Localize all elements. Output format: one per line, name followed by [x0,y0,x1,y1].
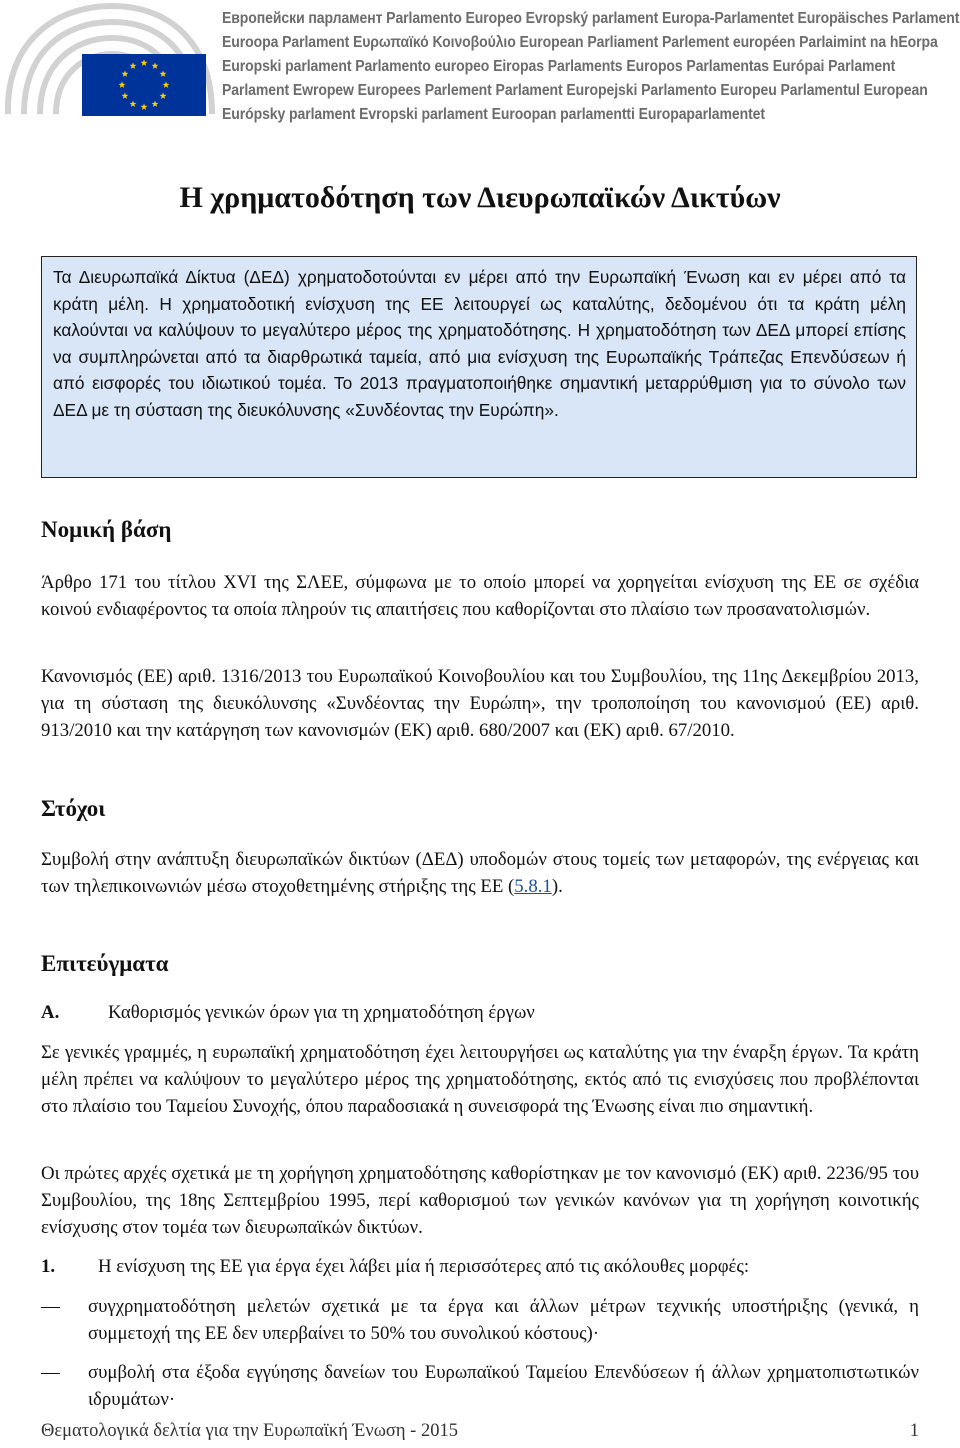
european-parliament-logo-icon [2,2,216,118]
document-title: Η χρηματοδότηση των Διευρωπαϊκών Δικτύων [179,181,781,214]
header-language-line: Европейски парламент Parlamento Europeo Evropský parlament Europa-Parlamentet Europäisches Parlament [222,10,960,27]
summary-box [41,256,917,478]
achievements-paragraph-2: Οι πρώτες αρχές σχετικά με τη χορήγηση χρηματοδότησης καθορίστηκαν με τον κανονισμό (ΕΚ) αριθ. 2236/95 του Συμβουλίου, της 18ης Σεπτεμβρίου 1995, περί καθορισμού των γενικών κανόνων για τη χορήγηση κοινοτικής ενίσχυσης στον τομέα των διευρωπαϊκών δικτύων. [41,1163,919,1239]
heading-objectives: Στόχοι [41,796,106,821]
dash-bullet: — [41,1362,60,1383]
footer-text: Θεματολογικά δελτία για την Ευρωπαϊκή Ένωση - 2015 [41,1421,458,1441]
objectives-paragraph [41,846,919,900]
european-parliament-logo [2,2,216,118]
header-language-line: Európsky parlament Evropski parlament Euroopan parlamentti Europaparlamentet [222,106,765,123]
page-footer [41,1421,919,1442]
objectives-text: Συμβολή στην ανάπτυξη διευρωπαϊκών δικτύων (ΔΕΔ) υποδομών στους τομείς των μεταφορών, της ενέργειας και των τηλεπικοινωνιών μέσω στοχοθετημένης στήριξης της ΕΕ ( [41,849,919,898]
summary-text: Τα Διευρωπαϊκά Δίκτυα (ΔΕΔ) χρηματοδοτούνται εν μέρει από την Ευρωπαϊκή Ένωση και εν μέρει από τα κράτη μέλη. Η χρηματοδοτική ενίσχυση της ΕΕ λειτουργεί ως καταλύτης, δεδομένου ότι τα κράτη μέλη καλούνται να καλύψουν το μεγαλύτερο μέρος της χρηματοδότησης. Η χρηματοδότηση των ΔΕΔ μπορεί επίσης να συμπληρώνεται από τα διαρθρωτικά ταμεία, από μια ενίσχυση της Ευρωπαϊκής Τράπεζας Επενδύσεων ή από εισφορές του ιδιωτικού τομέα. Το 2013 πραγματοποιήθηκε σημαντική μεταρρύθμιση για το σύνολο των ΔΕΔ με τη σύσταση της διευκόλυνσης «Συνδέοντας την Ευρώπη». [53,267,906,420]
header-language-line: Euroopa Parlament Ευρωπαϊκό Κοινοβούλιο European Parliament Parlement européen Parlaimint na hEorpa [222,34,938,51]
bullet-item: συμβολή στα έξοδα εγγύησης δανείων του Ευρωπαϊκού Ταμείου Επενδύσεων ή άλλων χρηματοπιστωτικών ιδρυμάτων· [88,1362,919,1411]
list-item-1-label: 1. [41,1256,56,1277]
legal-basis-paragraph-1: Άρθρο 171 του τίτλου XVI της ΣΛΕΕ, σύμφωνα με το οποίο μπορεί να χορηγείται ενίσχυση της ΕΕ σε σχέδια κοινού ενδιαφέροντος τα οποία πληρούν τις απαιτήσεις που καθορίζονται στο πλαίσιο των προσανατολισμών. [41,572,919,621]
achievements-paragraph-1: Σε γενικές γραμμές, η ευρωπαϊκή χρηματοδότηση έχει λειτουργήσει ως καταλύτης για την έναρξη έργων. Τα κράτη μέλη πρέπει να καλύψουν το μεγαλύτερο μέρος της χρηματοδότησης, εκτός από τις ενισχύσεις που προβλέπονται στο πλαίσιο του Ταμείου Συνοχής, όπου παραδοσιακά η συνεισφορά της Ένωσης είναι πιο σημαντική. [41,1042,919,1118]
reference-link[interactable]: 5.8.1 [514,876,552,898]
header-language-line: Europski parlament Parlamento europeo Eiropas Parlaments Europos Parlamentas Európai Parlament [222,58,896,75]
legal-basis-paragraph-2: Κανονισμός (ΕΕ) αριθ. 1316/2013 του Ευρωπαϊκού Κοινοβουλίου και του Συμβουλίου, της 11ης Δεκεμβρίου 2013, για τη σύσταση της διευκόλυνσης «Συνδέοντας την Ευρώπη», την τροποποίηση του κανονισμού (ΕΕ) αριθ. 913/2010 και την κατάργηση των κανονισμών (ΕΚ) αριθ. 680/2007 και (ΕΚ) αριθ. 67/2010. [41,666,919,742]
heading-achievements: Επιτεύγματα [41,951,169,976]
heading-legal-basis: Νομική βάση [41,517,172,542]
header-language-line: Parlament Ewropew Europees Parlement Parlament Europejski Parlamento Europeu Parlamentul European [222,82,928,99]
dash-bullet: — [41,1296,60,1317]
bullet-item: συγχρηματοδότηση μελετών σχετικά με τα έργα και άλλων μέτρων τεχνικής υποστήριξης (γενικά, η συμμετοχή της ΕΕ δεν υπερβαίνει το 50% του συνολικού κόστους)· [88,1296,919,1345]
subsection-a-title: Καθορισμός γενικών όρων για τη χρηματοδότηση έργων [108,1002,535,1023]
list-item-1-text: Η ενίσχυση της ΕΕ για έργα έχει λάβει μία ή περισσότερες από τις ακόλουθες μορφές: [98,1256,750,1277]
subsection-a-label: A. [41,1002,60,1023]
page-number: 1 [909,1421,919,1441]
objectives-text-end: ). [551,876,563,898]
